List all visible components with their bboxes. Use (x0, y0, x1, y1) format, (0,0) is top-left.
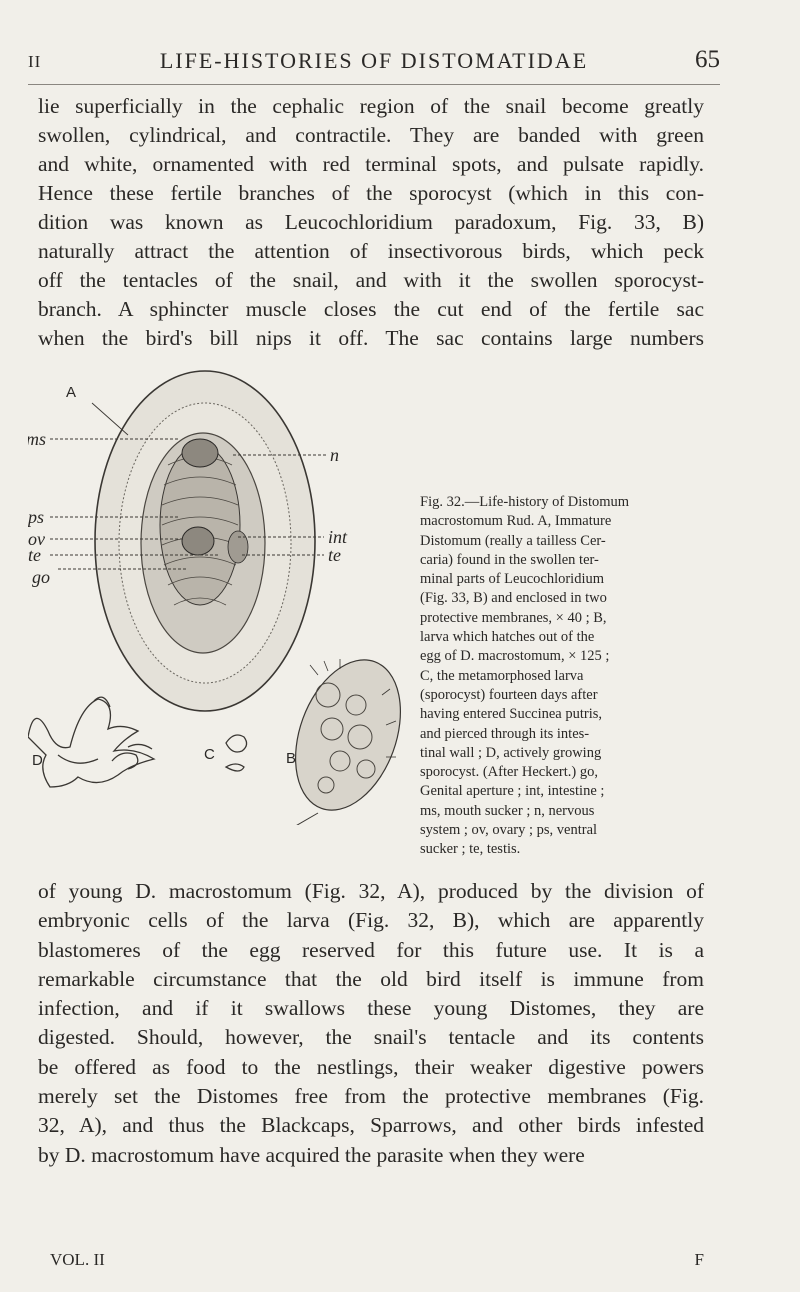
caption-line: Fig. 32.—Life-history of Distomum (420, 494, 630, 510)
caption-line: macrostomum Rud. A, Immature (420, 513, 612, 530)
running-title: LIFE-HISTORIES OF DISTOMATIDAE (159, 48, 589, 73)
mouth-sucker (182, 439, 218, 467)
paragraph-top (38, 92, 704, 353)
text-line: by D. macrostomum have acquired the parasite when they were (38, 1142, 585, 1167)
text-line: of young D. macrostomum (Fig. 32, A), produced by the division of (38, 879, 704, 903)
caption-line: ms, mouth sucker ; n, nervous (420, 802, 595, 819)
testis (228, 531, 248, 563)
caption-line: sucker ; te, testis. (420, 841, 521, 858)
panel-label-c: C (204, 746, 215, 763)
figure-caption (420, 493, 720, 860)
text-line: lie superficially in the cephalic region of the snail become greatly (38, 94, 704, 118)
text-line: when the bird's bill nips it off. The sac contains large numbers (38, 326, 704, 350)
text-line: digested. Should, however, the snail's tentacle and its contents (38, 1025, 704, 1050)
text-line: embryonic cells of the larva (Fig. 32, B), which are apparently (38, 908, 704, 933)
caption-line: Distomum (really a tailless Cer- (420, 532, 606, 549)
text-line: Hence these fertile branches of the sporocyst (which in this con- (38, 181, 704, 205)
text-line: swollen, cylindrical, and contractile. They are banded with green (38, 123, 704, 147)
paragraph-bottom (38, 877, 704, 1170)
text-line: naturally attract the attention of insectivorous birds, which peck (38, 239, 704, 263)
chapter-number: II (28, 52, 42, 71)
caption-line: protective membranes, × 40 ; B, (420, 609, 607, 626)
text-line: and white, ornamented with red terminal spots, and pulsate rapidly. (38, 152, 704, 176)
caption-line: having entered Succinea putris, (420, 706, 602, 723)
caption-line: egg of D. macrostomum, × 125 ; (420, 648, 610, 665)
label-n: n (330, 445, 339, 465)
caption-line: Genital aperture ; int, intestine ; (420, 783, 605, 800)
label-ms: ms (28, 429, 47, 449)
panel-a-leader (92, 403, 128, 435)
volume-label: VOL. II (50, 1250, 105, 1269)
figure-32-illustration (28, 365, 410, 825)
ventral-sucker (182, 527, 214, 555)
caption-line: (Fig. 33, B) and enclosed in two (420, 590, 607, 607)
text-line: infection, and if it swallows these young Distomes, they are (38, 996, 704, 1021)
signature-mark: F (694, 1250, 704, 1269)
caption-line: sporocyst. (After Heckert.) go, (420, 764, 598, 781)
text-line: merely set the Distomes free from the protective membranes (Fig. (38, 1084, 704, 1109)
label-ov: ov (28, 529, 45, 549)
text-line: off the tentacles of the snail, and with it the swollen sporocyst- (38, 268, 704, 292)
caption-line: C, the metamorphosed larva (420, 667, 584, 684)
running-header (28, 44, 720, 85)
text-line: 32, A), and thus the Blackcaps, Sparrows, and other birds infested (38, 1113, 704, 1138)
page-footer (38, 1250, 704, 1274)
caption-line: minal parts of Leucochloridium (420, 571, 605, 588)
caption-line: (sporocyst) fourteen days after (420, 686, 598, 703)
caption-line: larva which hatches out of the (420, 629, 595, 646)
text-line: branch. A sphincter muscle closes the cut end of the fertile sac (38, 297, 704, 321)
intestine-region (160, 445, 240, 605)
panel-c-sporocyst (226, 735, 247, 771)
text-line: dition was known as Leucochloridium paradoxum, Fig. 33, B) (38, 210, 704, 234)
caption-line: and pierced through its intes- (420, 725, 590, 742)
label-te-right: te (328, 545, 341, 565)
life-history-drawing (28, 365, 410, 825)
label-te-left: te (28, 545, 41, 565)
caption-line: system ; ov, ovary ; ps, ventral (420, 822, 598, 839)
panel-label-d: D (32, 752, 43, 769)
panel-label-a: A (66, 384, 77, 401)
label-ps: ps (28, 507, 45, 527)
panel-label-b: B (286, 750, 297, 767)
label-int: int (328, 527, 348, 547)
caption-line: caria) found in the swollen ter- (420, 551, 599, 568)
panel-b-larva (276, 645, 410, 825)
caption-line: tinal wall ; D, actively growing (420, 744, 602, 761)
panel-d-sporocyst (28, 697, 154, 787)
text-line: remarkable circumstance that the old bird itself is immune from (38, 966, 704, 991)
label-go: go (32, 567, 50, 587)
text-line: be offered as food to the nestlings, their weaker digestive powers (38, 1054, 704, 1079)
text-line: blastomeres of the egg reserved for this future use. It is a (38, 937, 704, 962)
page-number: 65 (695, 46, 720, 73)
